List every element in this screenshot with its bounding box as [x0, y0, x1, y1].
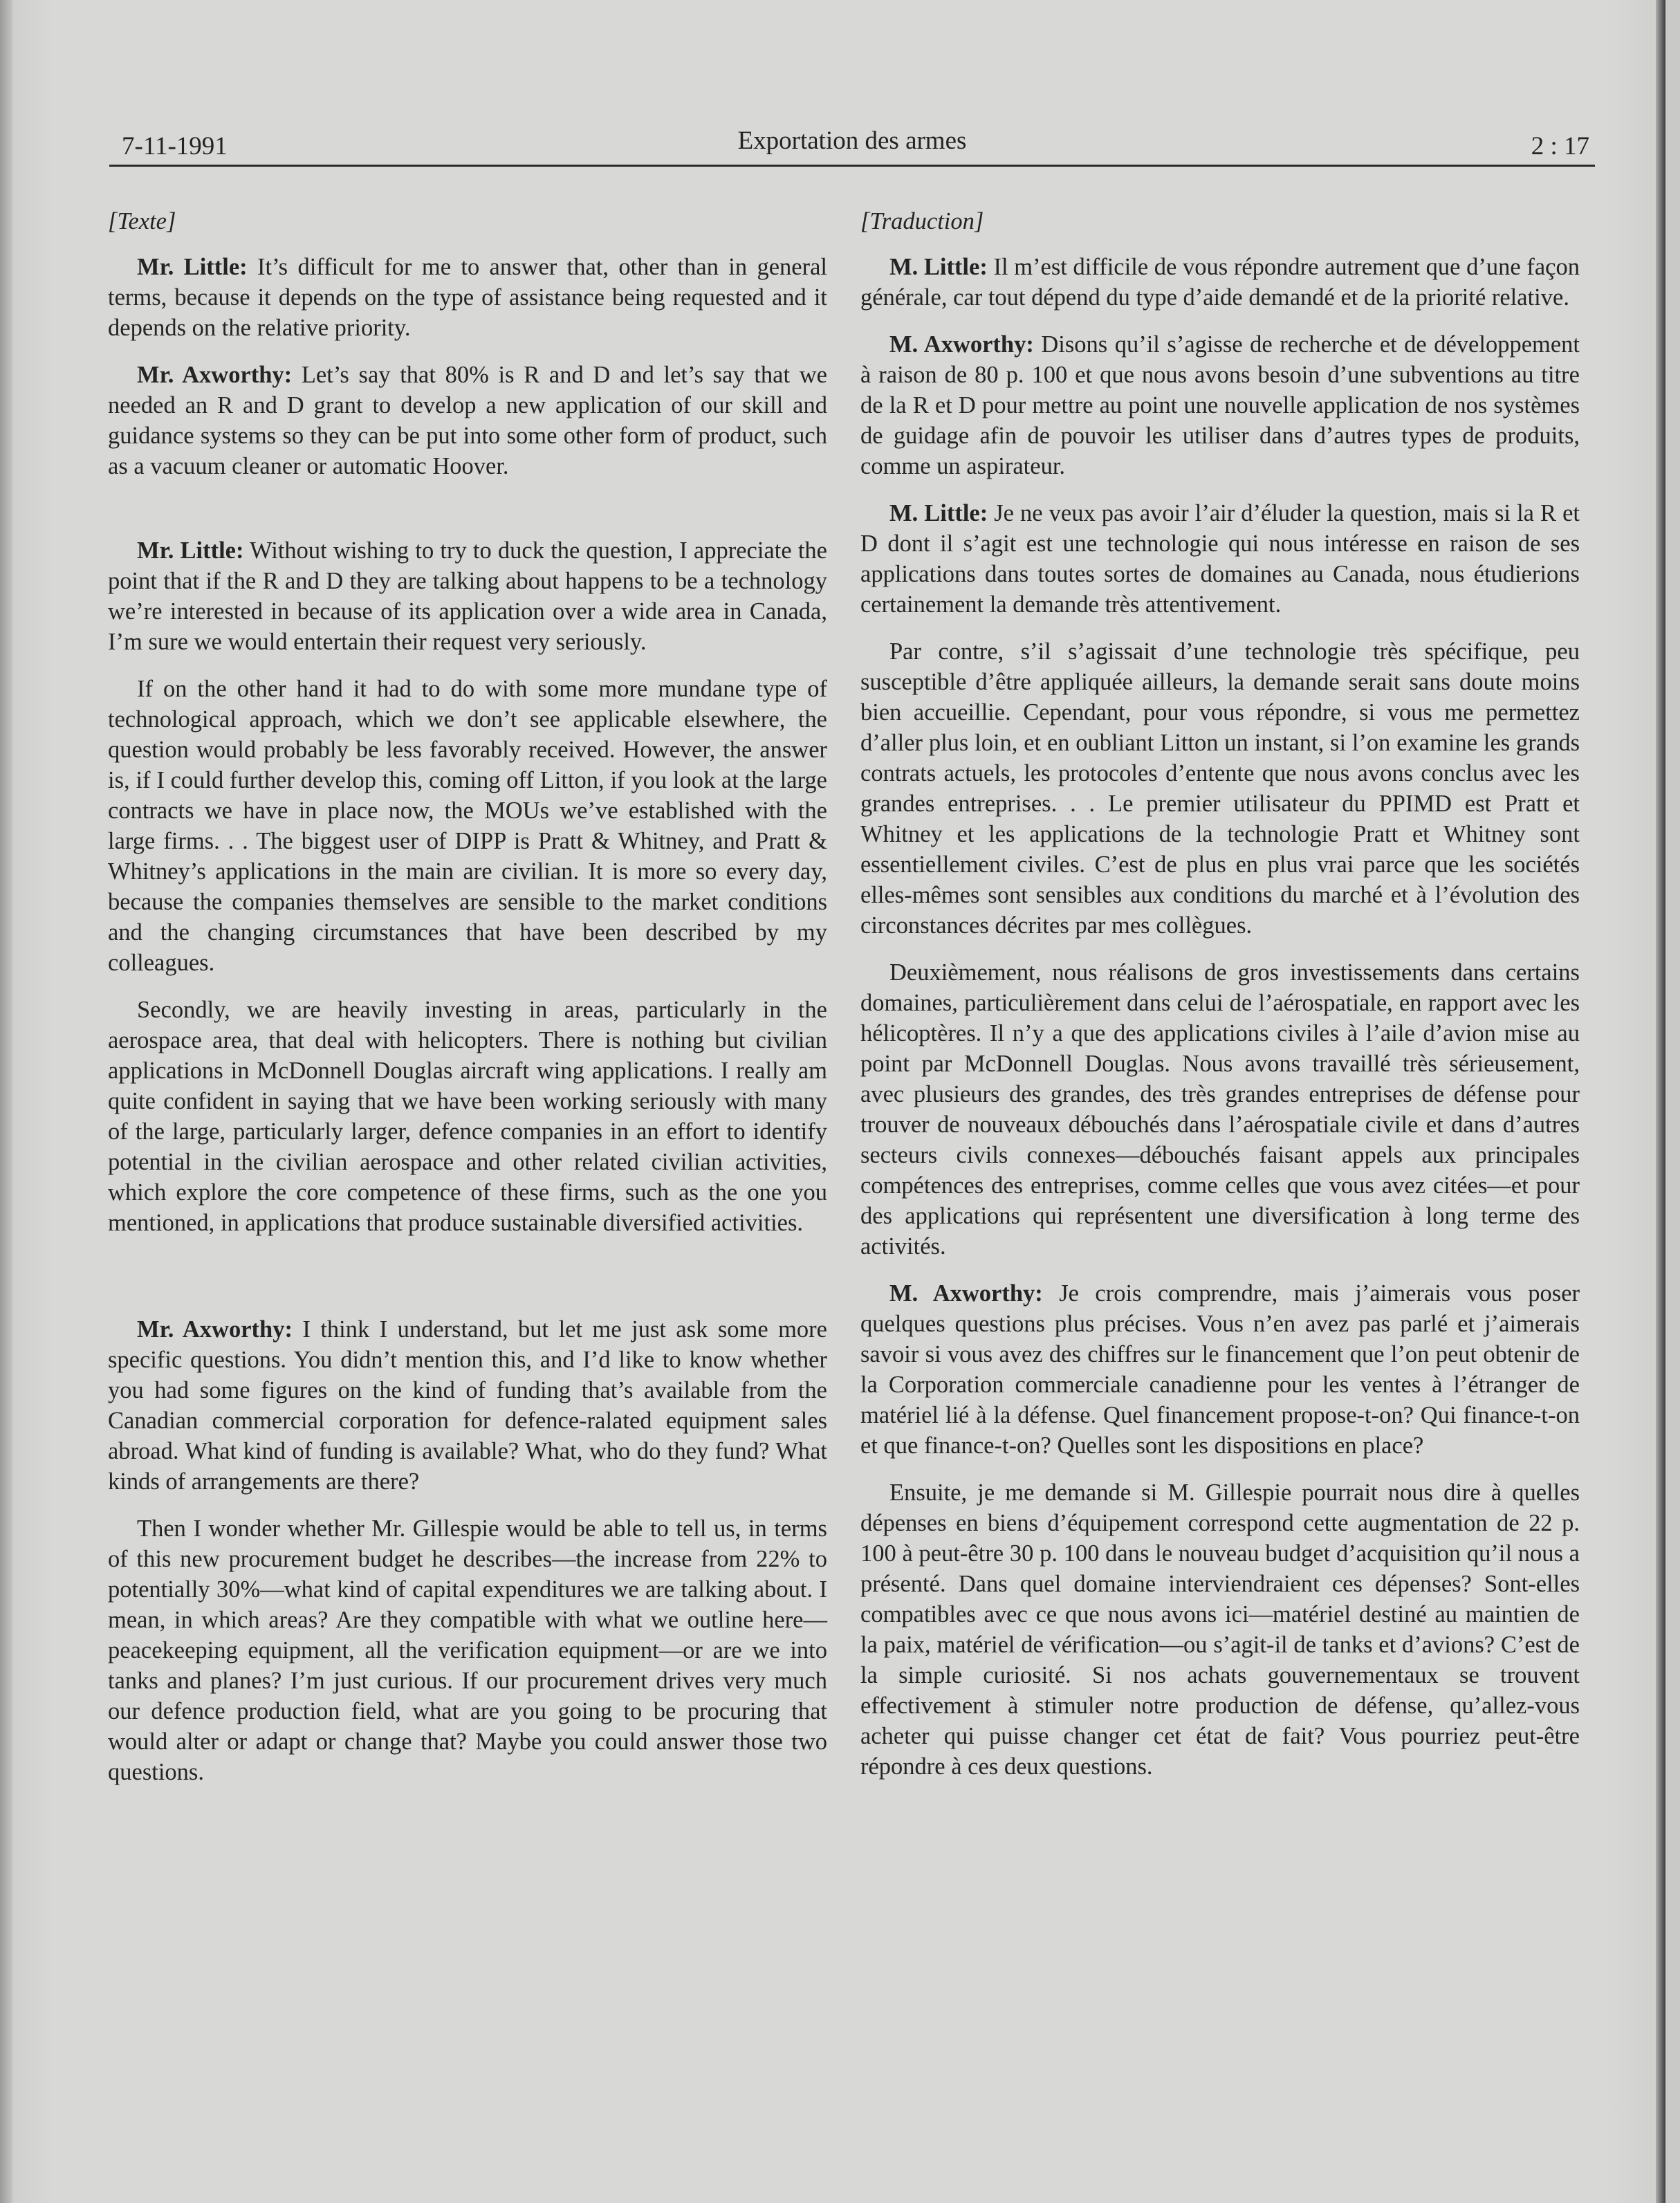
- french-column: [860, 206, 1580, 1782]
- speaker-name: Mr. Little:: [137, 537, 244, 564]
- english-paragraph: Then I wonder whether Mr. Gillespie would be able to tell us, in terms of this new procurement budget he describes—the increase from 22% to potentially 30%—what kind of capital expenditures we are talking about. I mean, in which areas? Are they compatible with what we outline here—peacekeeping equipment, all the verification equipment—or are we into tanks and planes? I’m just curious. If our procurement drives very much our defence production field, what are you going to be procuring that would alter or adapt or change that? Maybe you could answer those two questions.: [108, 1515, 827, 1785]
- speaker-name: M. Little:: [889, 254, 988, 280]
- french-column-tag: [Traduction]: [860, 208, 984, 234]
- document-page: [12, 0, 1665, 2203]
- header-page-number: 2 : 17: [1531, 132, 1589, 160]
- french-paragraph: M. Little: Il m’est difficile de vous répondre autrement que d’une façon générale, car tout dépend du type d’aide demandé et de la priorité relative.: [860, 254, 1580, 311]
- english-paragraph: Mr. Axworthy: Let’s say that 80% is R and D and let’s say that we needed an R and D grant to develop a new application of our skill and guidance systems so they can be put into some other form of product, such as a vacuum cleaner or automatic Hoover.: [108, 362, 827, 479]
- english-column-tag: [Texte]: [108, 208, 176, 234]
- french-paragraph: M. Axworthy: Disons qu’il s’agisse de recherche et de développement à raison de 80 p. 100 et que nous avons besoin d’une subventions au titre de la R et D pour mettre au point une nouvelle application de nos systèmes de guidage afin de pouvoir les utiliser dans d’autres types de produits, comme un aspirateur.: [860, 331, 1580, 479]
- header-title: Exportation des armes: [737, 127, 967, 155]
- page-header: [109, 123, 1595, 167]
- english-paragraph: Mr. Little: It’s difficult for me to answer that, other than in general terms, because it depends on the type of assistance being requested and it depends on the relative priority.: [108, 254, 828, 341]
- speaker-name: M. Little:: [889, 500, 988, 526]
- french-paragraph: Par contre, s’il s’agissait d’une technologie très spécifique, peu susceptible d’être appliquée ailleurs, la demande serait sans doute moins bien accueillie. Cependant, pour vous répondre, si vous me permettez d’aller plus loin, et en oubliant Litton un instant, si l’on examine les grands contrats actuels, les protocoles d’entente que nous avons conclus avec les grandes entreprises. . . Le premier utilisateur du PPIMD est Pratt et Whitney et les applications de la technologie Pratt et Whitney sont essentiellement civiles. C’est de plus en plus vrai parce que les sociétés elles-mêmes sont sensibles aux conditions du marché et à l’évolution des circonstances décrites par mes collègues.: [860, 638, 1580, 939]
- speaker-name: Mr. Little:: [137, 254, 248, 280]
- french-paragraph: M. Axworthy: Je crois comprendre, mais j’aimerais vous poser quelques questions plus précises. Vous n’en avez pas parlé et j’aimerais savoir si vous avez des chiffres sur le financement que l’on peut obtenir de la Corporation commerciale canadienne pour les ventes à l’étranger de matériel lié à la défense. Quel financement propose-t-on? Qui finance-t-on et que finance-t-on? Quelles sont les dispositions en place?: [860, 1280, 1580, 1459]
- english-paragraph: Mr. Little: Without wishing to try to duck the question, I appreciate the point that if the R and D they are talking about happens to be a technology we’re interested in because of its application over a wide area in Canada, I’m sure we would entertain their request very seriously.: [108, 537, 827, 655]
- speaker-name: Mr. Axworthy:: [137, 362, 293, 388]
- scan-right-edge: [1656, 0, 1665, 2203]
- speaker-name: Mr. Axworthy:: [137, 1316, 293, 1343]
- french-paragraph: M. Little: Je ne veux pas avoir l’air d’éluder la question, mais si la R et D dont il s’agit est une technologie qui nous intéresse en raison de ses applications dans toutes sortes de domaines au Canada, nous étudierions certainement la demande très attentivement.: [860, 500, 1580, 618]
- speaker-name: M. Axworthy:: [889, 331, 1034, 358]
- speaker-name: M. Axworthy:: [889, 1280, 1043, 1307]
- french-paragraph: Ensuite, je me demande si M. Gillespie pourrait nous dire à quelles dépenses en biens d’équipement correspond cette augmentation de 22 p. 100 à peut-être 30 p. 100 dans le nouveau budget d’acquisition qu’il nous a présenté. Dans quel domaine interviendraient ces dépenses? Sont-elles compatibles avec ce que nous avons ici—matériel destiné au maintien de la paix, matériel de vérification—ou s’agit-il de tanks et d’avions? C’est de la simple curiosité. Si nos achats gouvernementaux se trouvent effectivement à stimuler notre production de défense, qu’allez-vous acheter qui puisse changer cet état de fait? Vous pourriez peut-être répondre à ces deux questions.: [860, 1480, 1580, 1780]
- english-paragraph: Secondly, we are heavily investing in areas, particularly in the aerospace area, that deal with helicopters. There is nothing but civilian applications in McDonnell Douglas aircraft wing applications. I really am quite confident in saying that we have been working seriously with many of the large, particularly larger, defence companies in an effort to identify potential in the civilian aerospace and other related civilian activities, which explore the core competence of these firms, such as the one you mentioned, in applications that produce sustainable diversified activities.: [108, 997, 827, 1236]
- english-paragraph: If on the other hand it had to do with some more mundane type of technological approach, which we don’t see applicable elsewhere, the question would probably be less favorably received. However, the answer is, if I could further develop this, coming off Litton, if you look at the large contracts we have in place now, the MOUs we’ve established with the large firms. . . The biggest user of DIPP is Pratt & Whitney, and Pratt & Whitney’s applications in the main are civilian. It is more so every day, because the companies themselves are sensible to the market conditions and the changing circumstances that have been described by my colleagues.: [108, 676, 827, 976]
- header-date: 7-11-1991: [122, 132, 228, 160]
- scan-left-shadow: [0, 0, 12, 2203]
- english-paragraph: Mr. Axworthy: I think I understand, but let me just ask some more specific questions. You didn’t mention this, and I’d like to know whether you had some figures on the kind of funding that’s available from the Canadian commercial corporation for defence-ralated equipment sales abroad. What kind of funding is available? What, who do they fund? What kinds of arrangements are there?: [108, 1316, 827, 1495]
- english-column: [108, 206, 827, 1787]
- french-paragraph: Deuxièmement, nous réalisons de gros investissements dans certains domaines, particulièrement dans celui de l’aérospatiale, en rapport avec les hélicoptères. Il n’y a que des applications civiles à l’aile d’avion mise au point par McDonnell Douglas. Nous avons travaillé très sérieusement, avec plusieurs des grandes, des très grandes entreprises de défense pour trouver de nouveaux débouchés dans l’aérospatiale civile et dans d’autres secteurs civils connexes—débouchés faisant appels aux principales compétences des entreprises, comme celles que vous avez citées—et pour des applications qui représentent une diversification à long terme des activités.: [860, 959, 1580, 1260]
